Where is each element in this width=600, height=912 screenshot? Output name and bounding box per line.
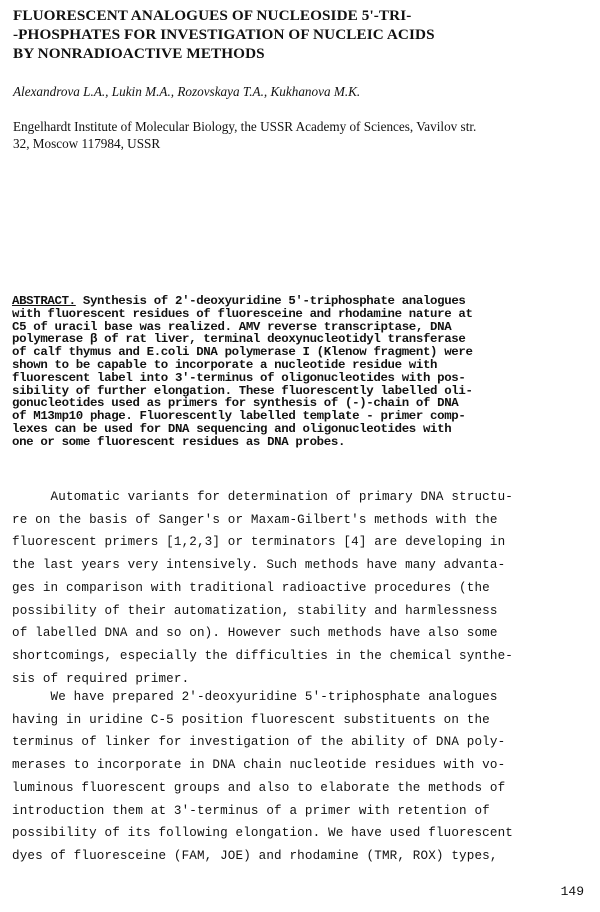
abstract-label: ABSTRACT. — [12, 294, 76, 308]
paper-title — [13, 6, 588, 63]
paragraph-line: dyes of fluoresceine (FAM, JOE) and rhodamine (TMR, ROX) types, — [12, 848, 498, 863]
paragraph-line: ges in comparison with traditional radioactive procedures (the — [12, 580, 490, 595]
title-line: -PHOSPHATES FOR INVESTIGATION OF NUCLEIC ACIDS — [13, 26, 435, 43]
abstract-line: C5 of uracil base was realized. AMV reverse transcriptase, DNA — [12, 319, 452, 334]
abstract-line: shown to be capable to incorporate a nucleotide residue with — [12, 357, 438, 372]
abstract-first-line-text: Synthesis of 2'-deoxyuridine 5'-triphosphate analogues — [75, 294, 466, 308]
paragraph-line: introduction them at 3'-terminus of a primer with retention of — [12, 803, 490, 818]
abstract-line: of M13mp10 phage. Fluorescently labelled template - primer comp- — [12, 409, 466, 424]
title-line: FLUORESCENT ANALOGUES OF NUCLEOSIDE 5'-TRI- — [13, 7, 412, 24]
abstract-line: one or some fluorescent residues as DNA probes. — [12, 434, 346, 449]
affiliation-line: Engelhardt Institute of Molecular Biology, the USSR Academy of Sciences, Vavilov str. — [13, 119, 477, 134]
paragraph-line: merases to incorporate in DNA chain nucleotide residues with vo- — [12, 758, 506, 773]
abstract-line: sibility of further elongation. These fluorescently labelled oli- — [12, 383, 473, 398]
paragraph-line: possibility of its following elongation. We have used fluorescent — [12, 826, 513, 841]
abstract-line: of calf thymus and E.coli DNA polymerase I (Klenow fragment) were — [12, 345, 473, 360]
abstract-line: polymerase β of rat liver, terminal deoxynucleotidyl transferase — [12, 332, 466, 347]
paragraph-line: having in uridine C-5 position fluorescent substituents on the — [12, 712, 490, 727]
body-paragraph-1 — [12, 486, 592, 690]
paragraph-line: re on the basis of Sanger's or Maxam-Gilbert's methods with the — [12, 512, 498, 527]
body-paragraph-2 — [12, 686, 592, 868]
paragraph-line: sis of required primer. — [12, 671, 190, 686]
affiliation — [13, 118, 588, 152]
abstract-line: gonucleotides used as primers for synthesis of (-)-chain of DNA — [12, 396, 459, 411]
paragraph-line: shortcomings, especially the difficulties in the chemical synthe- — [12, 648, 513, 663]
title-line: BY NONRADIOACTIVE METHODS — [13, 45, 265, 62]
page-number: 149 — [560, 884, 584, 899]
paragraph-line: possibility of their automatization, stability and harmlessness — [12, 603, 498, 618]
paragraph-line: the last years very intensively. Such methods have many advanta- — [12, 558, 506, 573]
paragraph-line: We have prepared 2'-deoxyuridine 5'-triphosphate analogues — [12, 690, 498, 704]
abstract-line: lexes can be used for DNA sequencing and oligonucleotides with — [12, 421, 452, 436]
paragraph-line: fluorescent primers [1,2,3] or terminators [4] are developing in — [12, 535, 506, 550]
abstract — [12, 295, 590, 449]
paragraph-line: of labelled DNA and so on). However such methods have also some — [12, 626, 498, 641]
affiliation-line: 32, Moscow 117984, USSR — [13, 136, 161, 151]
abstract-first-line — [12, 295, 590, 308]
paragraph-line: luminous fluorescent groups and also to elaborate the methods of — [12, 780, 506, 795]
paragraph-line: Automatic variants for determination of primary DNA structu- — [12, 490, 513, 504]
abstract-line: with fluorescent residues of fluoresceine and rhodamine nature at — [12, 306, 473, 321]
abstract-line: fluorescent label into 3'-terminus of oligonucleotides with pos- — [12, 370, 466, 385]
author-list: Alexandrova L.A., Lukin M.A., Rozovskaya T.A., Kukhanova M.K. — [13, 84, 361, 99]
paragraph-line: terminus of linker for investigation of the ability of DNA poly- — [12, 735, 506, 750]
